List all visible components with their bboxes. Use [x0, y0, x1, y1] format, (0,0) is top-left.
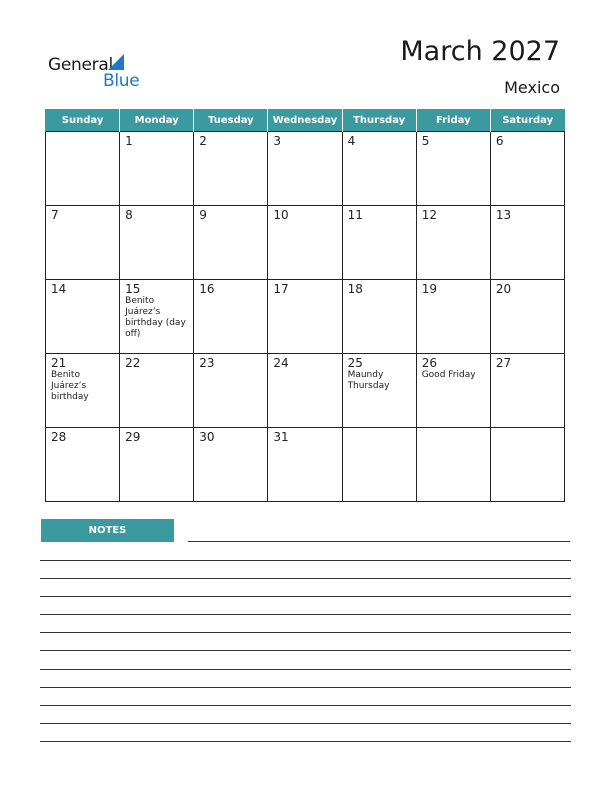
day-cell: [342, 206, 416, 280]
week-row: [46, 354, 565, 428]
notes-line: [40, 741, 571, 742]
day-cell: [268, 280, 342, 354]
day-cell: [120, 428, 194, 502]
day-cell: [490, 206, 564, 280]
day-number: 16: [199, 282, 215, 296]
day-cell: [490, 354, 564, 428]
notes-line: [40, 578, 571, 579]
day-number: 4: [347, 134, 356, 148]
day-number: 13: [495, 208, 512, 222]
day-cell: [268, 206, 342, 280]
day-number: 1: [125, 134, 133, 148]
day-number: 30: [199, 430, 215, 444]
day-cell: [342, 280, 416, 354]
notes-line: [40, 723, 571, 724]
day-cell: [46, 428, 120, 502]
holiday-label: Benito Juárez’s birthday (day off): [125, 296, 186, 339]
country-label: Mexico: [504, 78, 560, 97]
logo-blue-text: Blue: [103, 71, 140, 91]
notes-line: [40, 705, 571, 706]
day-cell: [342, 132, 416, 206]
week-row: [46, 280, 565, 354]
day-cell: [120, 132, 194, 206]
day-cell: [490, 132, 564, 206]
notes-line: [188, 541, 570, 542]
notes-line: [40, 632, 571, 633]
weekday-monday: Monday: [120, 109, 194, 132]
calendar-grid: [45, 109, 565, 502]
day-number: 21: [51, 356, 67, 370]
day-cell: [416, 428, 490, 502]
day-cell: [416, 206, 490, 280]
day-number: 9: [199, 208, 207, 222]
day-cell: [46, 354, 120, 428]
day-cell: [194, 132, 268, 206]
notes-line: [40, 687, 571, 688]
day-number: 22: [125, 356, 141, 370]
day-number: 7: [51, 208, 59, 222]
day-number: 5: [421, 134, 430, 148]
day-number: 18: [347, 282, 363, 296]
day-number: 20: [495, 282, 512, 296]
notes-line: [40, 669, 571, 670]
page-title: March 2027: [400, 36, 560, 67]
holiday-label: Benito Juárez’s birthday: [51, 370, 89, 402]
day-cell: [342, 428, 416, 502]
day-number: 26: [421, 356, 437, 370]
weekday-tuesday: Tuesday: [194, 109, 268, 132]
day-cell: [490, 280, 564, 354]
day-cell: [268, 354, 342, 428]
day-number: 14: [51, 282, 67, 296]
day-cell: [194, 280, 268, 354]
day-number: 24: [273, 356, 289, 370]
day-cell: [46, 280, 120, 354]
weekday-wednesday: Wednesday: [268, 109, 342, 132]
weekday-thursday: Thursday: [342, 109, 416, 132]
day-cell: [268, 132, 342, 206]
logo-general-text: General: [48, 55, 113, 75]
day-number: 25: [347, 356, 363, 370]
day-cell: [490, 428, 564, 502]
day-number: 6: [495, 134, 504, 148]
weekday-header-row: [46, 109, 565, 132]
day-number: 29: [125, 430, 141, 444]
day-number: 15: [125, 282, 141, 296]
notes-line: [40, 596, 571, 597]
day-number: 23: [199, 356, 215, 370]
day-cell: [194, 428, 268, 502]
weekday-friday: Friday: [416, 109, 490, 132]
notes-line: [40, 650, 571, 651]
day-number: 31: [273, 430, 289, 444]
day-number: 8: [125, 208, 133, 222]
notes-line: [40, 614, 571, 615]
notes-line: [40, 560, 571, 561]
day-number: 19: [421, 282, 437, 296]
logo-triangle-icon: [108, 54, 124, 70]
week-row: [46, 428, 565, 502]
day-number: 10: [273, 208, 289, 222]
day-cell: [416, 280, 490, 354]
day-cell: [46, 206, 120, 280]
day-cell: [194, 206, 268, 280]
week-row: [46, 132, 565, 206]
day-cell: [120, 280, 194, 354]
weekday-saturday: Saturday: [490, 109, 564, 132]
day-cell: [416, 354, 490, 428]
holiday-label: Maundy Thursday: [347, 370, 390, 391]
day-number: 11: [347, 208, 363, 222]
day-number: 27: [495, 356, 512, 370]
generalblue-logo: [48, 52, 158, 92]
day-number: 17: [273, 282, 289, 296]
day-number: 12: [421, 208, 437, 222]
day-cell: [416, 132, 490, 206]
holiday-label: Good Friday: [421, 370, 476, 380]
weekday-sunday: Sunday: [46, 109, 120, 132]
day-cell: [46, 132, 120, 206]
day-number: 2: [199, 134, 207, 148]
day-cell: [194, 354, 268, 428]
day-cell: [120, 206, 194, 280]
week-row: [46, 206, 565, 280]
day-cell: [268, 428, 342, 502]
day-cell: [342, 354, 416, 428]
day-cell: [120, 354, 194, 428]
notes-header: NOTES: [41, 519, 174, 542]
day-number: 3: [273, 134, 282, 148]
day-number: 28: [51, 430, 67, 444]
